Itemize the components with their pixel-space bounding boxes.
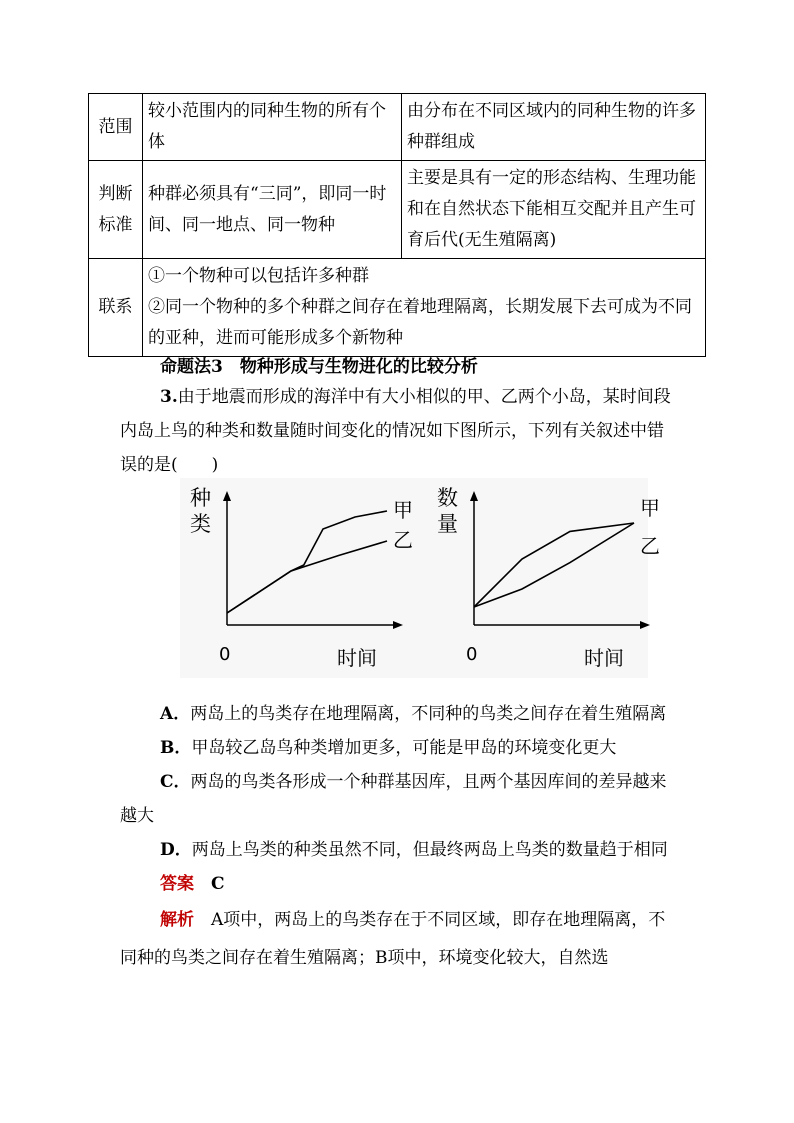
y-axis-label: 数	[437, 486, 458, 510]
option-c[interactable]: C．两岛的鸟类各形成一个种群基因库，且两个基因库间的差异越来越大	[120, 772, 667, 826]
population-cell: 种群必须具有“三同”，即同一时间、同一地点、同一物种	[143, 161, 402, 259]
series-label: 甲	[393, 498, 413, 522]
x-axis-label: 时间	[337, 646, 377, 670]
row-header: 联系	[89, 259, 143, 357]
relation-line-2: ②同一个物种的多个种群之间存在着地理隔离，长期发展下去可成为不同的亚种，进而可能形成多个新物种	[148, 297, 692, 348]
analysis-text: A项中，两岛上的鸟类存在于不同区域，即存在地理隔离，不同种的鸟类之间存在着生殖隔离；B项中，环境变化较大，自然选	[120, 910, 666, 968]
y-axis-label: 量	[437, 512, 458, 536]
answer-line	[120, 867, 680, 901]
origin-label: 0	[466, 644, 478, 665]
option-a[interactable]: A．两岛上的鸟类存在地理隔离，不同种的鸟类之间存在着生殖隔离	[160, 704, 667, 724]
series-label: 甲	[640, 496, 660, 520]
y-axis-label: 种	[190, 486, 211, 510]
row-header: 判断标准	[89, 161, 143, 259]
question-text: 由于地震而形成的海洋中有大小相似的甲、乙两个小岛，某时间段内岛上鸟的种类和数量随时间变化的情况如下图所示，下列有关叙述中错误的是( )	[120, 387, 671, 475]
series-label: 乙	[640, 534, 660, 558]
origin-label: 0	[219, 644, 231, 665]
answer-label: 答案	[160, 874, 194, 894]
figure-background	[180, 478, 648, 678]
population-cell: 较小范围内的同种生物的所有个体	[143, 94, 402, 161]
relation-line-1: ①一个物种可以包括许多种群	[148, 266, 369, 286]
species-cell: 主要是具有一定的形态结构、生理功能和在自然状态下能相互交配并且产生可育后代(无生殖隔离)	[402, 161, 706, 259]
option-b[interactable]: B．甲岛较乙岛鸟种类增加更多，可能是甲岛的环境变化更大	[160, 738, 617, 758]
row-header: 范围	[89, 94, 143, 161]
options-block	[120, 697, 680, 977]
analysis-block	[120, 901, 680, 977]
question-number: 3.	[160, 387, 178, 407]
species-cell: 由分布在不同区域内的同种生物的许多种群组成	[402, 94, 706, 161]
option-d[interactable]: D．两岛上鸟类的种类虽然不同，但最终两岛上鸟类的数量趋于相同	[160, 840, 668, 860]
series-label: 乙	[393, 528, 413, 552]
answer-value: C	[211, 874, 225, 894]
analysis-label: 解析	[160, 910, 194, 930]
y-axis-label: 类	[190, 512, 211, 536]
section-title: 命题法3 物种形成与生物进化的比较分析	[160, 357, 478, 377]
x-axis-label: 时间	[584, 646, 624, 670]
